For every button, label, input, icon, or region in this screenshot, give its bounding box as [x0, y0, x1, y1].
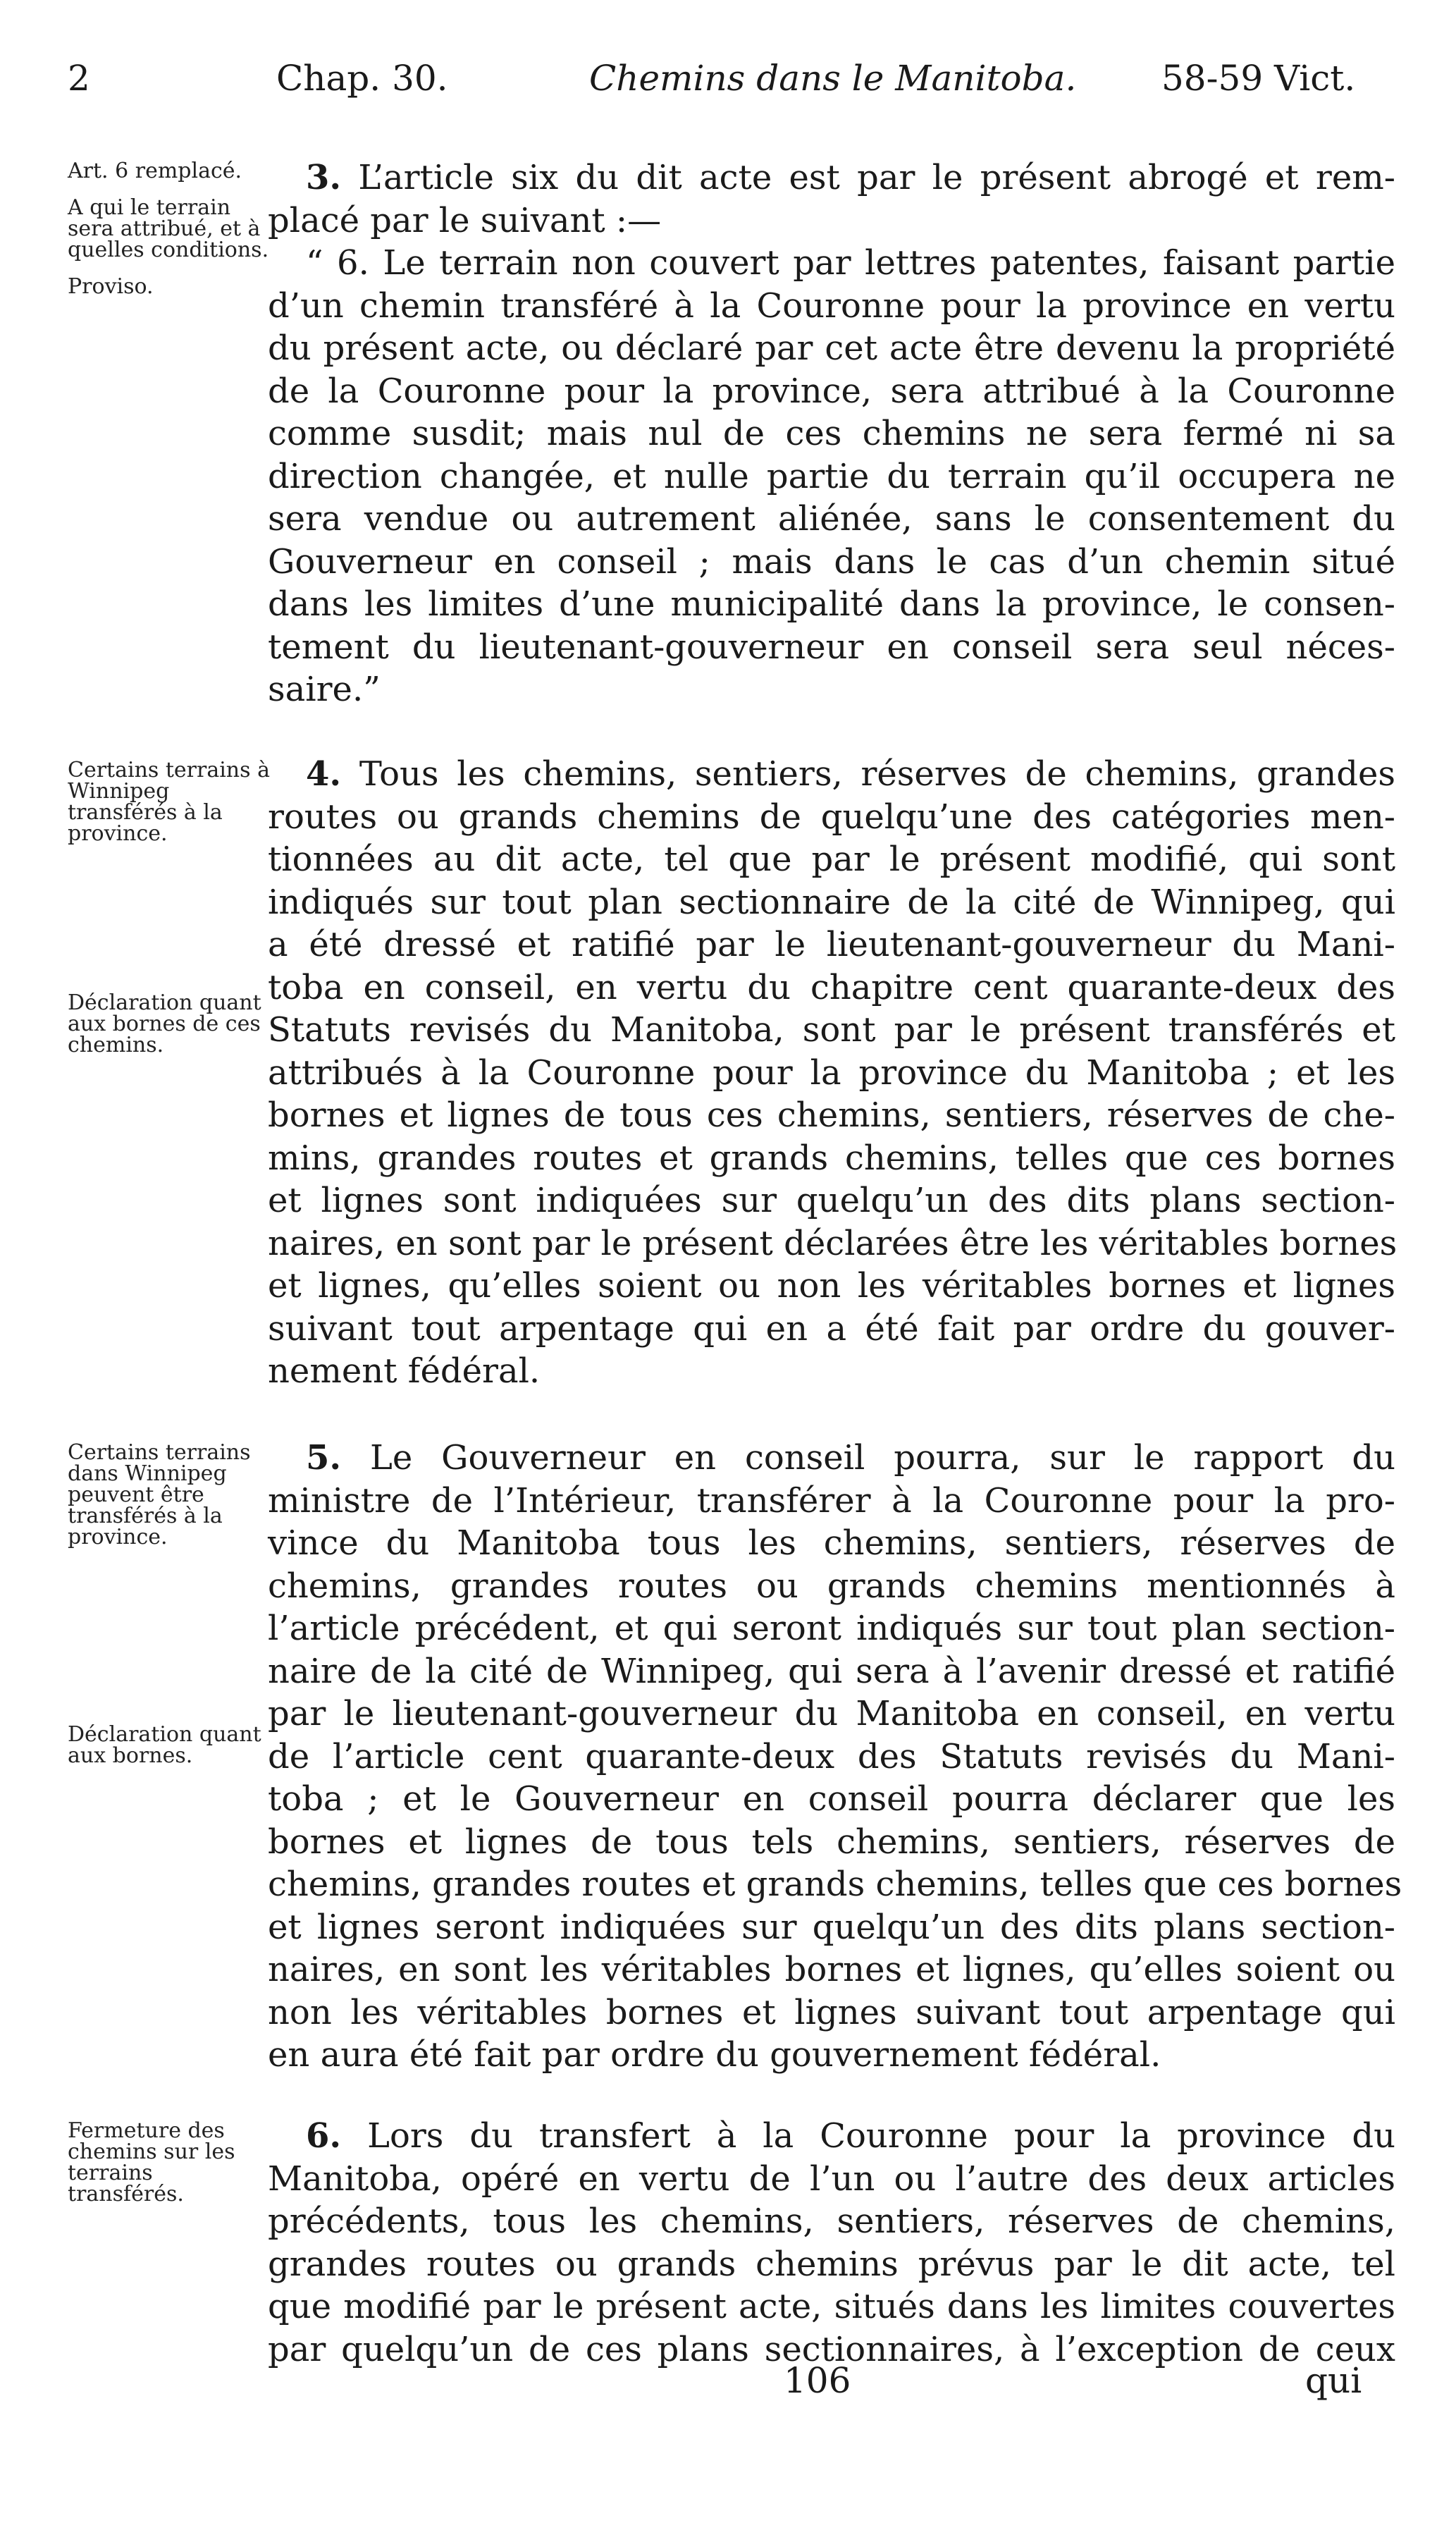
text-line: tionnées au dit acte, tel que par le présent modifié, qui sont [268, 840, 1395, 879]
section-body [268, 1437, 1402, 2077]
text-line: direction changée, et nulle partie du terrain qu’il occupera ne [268, 456, 1395, 496]
text-line: chemins, grandes routes ou grands chemins mentionnés à [268, 1566, 1395, 1606]
margin-notes [68, 161, 272, 313]
section-body [268, 753, 1398, 1393]
header-chapter: Chap. 30. [276, 58, 448, 99]
margin-note: Déclaration quant aux bornes. [68, 1722, 261, 1768]
section-number: 6. [306, 2116, 342, 2156]
section-number: 5. [306, 1438, 342, 1478]
text-line: bornes et lignes de tous ces chemins, sentiers, réserves de che- [268, 1095, 1395, 1135]
text-line: mins, grandes routes et grands chemins, telles que ces bornes [268, 1138, 1395, 1178]
text-line: toba en conseil, en vertu du chapitre cent quarante-deux des [268, 967, 1395, 1007]
margin-note: Certains terrains dans Winnipeg peuvent être transférés à la province. [68, 1440, 251, 1549]
text-line: de la Couronne pour la province, sera attribué à la Couronne [268, 371, 1395, 411]
text-line: 3. L’article six du dit acte est par le présent abrogé et rem- [306, 158, 1395, 197]
margin-note: Proviso. [68, 274, 154, 299]
text-line: routes ou grands chemins de quelqu’une des catégories men- [268, 797, 1395, 837]
section-body [268, 156, 1395, 711]
text-line: vince du Manitoba tous les chemins, sentiers, réserves de [268, 1523, 1395, 1563]
section-body [268, 2115, 1395, 2371]
footer-page-number: 106 [784, 2360, 851, 2401]
text-line: en aura été fait par ordre du gouvernement fédéral. [268, 2035, 1161, 2075]
text-line: nement fédéral. [268, 1351, 541, 1391]
text-line: l’article précédent, et qui seront indiqués sur tout plan section- [268, 1609, 1395, 1648]
text-line: de l’article cent quarante-deux des Statuts revisés du Mani- [268, 1736, 1395, 1776]
header-regnal-year: 58-59 Vict. [1161, 58, 1356, 99]
margin-notes [68, 1442, 272, 1782]
text-line: et lignes sont indiquées sur quelqu’un des dits plans section- [268, 1181, 1395, 1220]
text-line: d’un chemin transféré à la Couronne pour la province en vertu [268, 285, 1395, 326]
margin-note: Déclaration quant aux bornes de ces chemins. [68, 990, 261, 1057]
text-line: ministre de l’Intérieur, transférer à la Couronne pour la pro- [268, 1480, 1395, 1521]
text-line: grandes routes ou grands chemins prévus par le dit acte, tel [268, 2244, 1395, 2284]
page-footer [0, 2360, 1456, 2409]
text-line: dans les limites d’une municipalité dans la province, le consen- [268, 584, 1395, 624]
margin-notes [68, 760, 272, 1072]
text-line: par le lieutenant-gouverneur du Manitoba en conseil, en vertu [268, 1694, 1395, 1733]
text-line: bornes et lignes de tous tels chemins, sentiers, réserves de [268, 1822, 1395, 1862]
text-line: indiqués sur tout plan sectionnaire de la cité de Winnipeg, qui [268, 882, 1395, 922]
text-line: 4. Tous les chemins, sentiers, réserves de chemins, grandes [306, 754, 1395, 794]
text-line: du présent acte, ou déclaré par cet acte être devenu la propriété [268, 329, 1395, 368]
text-line: non les véritables bornes et lignes suivant tout arpentage qui [268, 1992, 1395, 2032]
text-line: par quelqu’un de ces plans sectionnaires, à l’exception de ceux [268, 2329, 1395, 2369]
margin-note: Art. 6 remplacé. [68, 159, 242, 183]
catchword: qui [1305, 2360, 1362, 2401]
text-line: et lignes seront indiquées sur quelqu’un des dits plans section- [268, 1907, 1395, 1947]
header-title: Chemins dans le Manitoba. [589, 58, 1077, 99]
text-line: sera vendue ou autrement aliénée, sans le consentement du [268, 499, 1395, 539]
margin-note: Fermeture des chemins sur les terrains transférés. [68, 2118, 235, 2206]
text-line: 5. Le Gouverneur en conseil pourra, sur le rapport du [306, 1438, 1395, 1478]
text-line: naires, en sont les véritables bornes et lignes, qu’elles soient ou [268, 1950, 1395, 1989]
text-line: tement du lieutenant-gouverneur en conseil sera seul néces- [268, 627, 1395, 667]
text-line: chemins, grandes routes et grands chemins, telles que ces bornes [268, 1865, 1402, 1904]
margin-notes [68, 2120, 272, 2221]
running-header [0, 58, 1456, 114]
section-number: 3. [306, 158, 342, 197]
margin-note: A qui le terrain sera attribué, et à quelles conditions. [68, 195, 269, 262]
text-line: et lignes, qu’elles soient ou non les véritables bornes et lignes [268, 1266, 1395, 1306]
text-line: Gouverneur en conseil ; mais dans le cas d’un chemin situé [268, 541, 1395, 582]
section-number: 4. [306, 754, 342, 794]
header-page-number: 2 [68, 58, 90, 99]
text-line: placé par le suivant :— [268, 200, 662, 240]
margin-note: Certains terrains à Winnipeg transférés à la province. [68, 758, 270, 846]
text-line: 6. Lors du transfert à la Couronne pour la province du [306, 2116, 1396, 2156]
text-line: saire.” [268, 670, 381, 709]
text-line: suivant tout arpentage qui en a été fait par ordre du gouver- [268, 1308, 1395, 1349]
text-line: a été dressé et ratifié par le lieutenant-gouverneur du Mani- [268, 925, 1395, 964]
text-line: Manitoba, opéré en vertu de l’un ou l’autre des deux articles [268, 2159, 1395, 2199]
text-line: précédents, tous les chemins, sentiers, réserves de chemins, [268, 2202, 1395, 2241]
text-line: comme susdit; mais nul de ces chemins ne sera fermé ni sa [268, 414, 1395, 453]
text-line: naires, en sont par le présent déclarées être les véritables bornes [268, 1223, 1398, 1263]
text-line: toba ; et le Gouverneur en conseil pourra déclarer que les [268, 1779, 1395, 1819]
text-line: Statuts revisés du Manitoba, sont par le présent transférés et [268, 1010, 1395, 1050]
text-line: attribués à la Couronne pour la province du Manitoba ; et les [268, 1052, 1395, 1093]
text-line: que modifié par le présent acte, situés dans les limites couvertes [268, 2287, 1395, 2326]
text-line: naire de la cité de Winnipeg, qui sera à l’avenir dressé et ratifié [268, 1651, 1395, 1691]
text-line: “ 6. Le terrain non couvert par lettres patentes, faisant partie [306, 243, 1395, 283]
